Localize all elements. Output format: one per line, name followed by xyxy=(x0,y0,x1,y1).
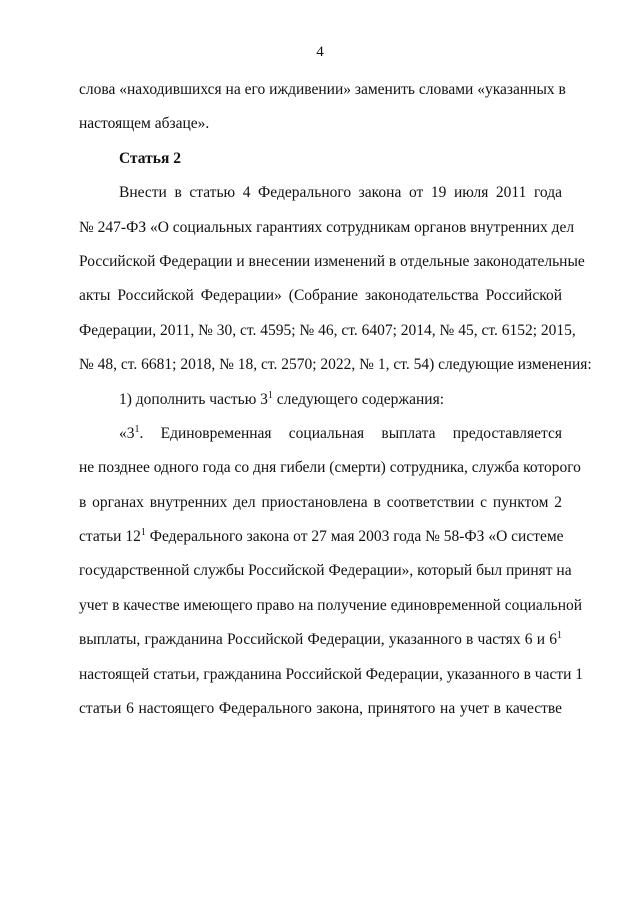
text-line-main: выплаты, гражданина Российской Федерации, указанного в частях 6 и 6 xyxy=(79,631,557,649)
page-number: 4 xyxy=(316,44,324,60)
text-line-main: Федерации, 2011, № 30, ст. 4595; № 46, ст. 6407; 2014, № 45, ст. 6152; 2015, xyxy=(79,321,576,339)
text-line-main: № 247-ФЗ «О социальных гарантиях сотрудникам органов внутренних дел xyxy=(79,218,575,236)
text-line-main: настоящей статьи, гражданина Российской Федерации, указанного в части 1 xyxy=(79,665,584,683)
text-line xyxy=(79,218,575,252)
text-line-main: в органах внутренних дел приостановлена в соответствии с пунктом 2 xyxy=(79,493,562,511)
text-line xyxy=(79,424,562,458)
text-line xyxy=(79,596,583,630)
text-line-rest: . Единовременная социальная выплата предоставляется xyxy=(139,424,562,442)
text-line-main: «3 xyxy=(119,424,135,442)
article-heading xyxy=(79,149,562,183)
text-line-rest: следующего содержания: xyxy=(272,390,445,408)
text-line xyxy=(79,183,562,217)
text-line-main: Статья 2 xyxy=(119,149,181,167)
text-line xyxy=(79,252,585,286)
text-line xyxy=(79,390,562,424)
text-line xyxy=(79,355,592,389)
text-line xyxy=(79,458,581,492)
text-line-main: статьи 12 xyxy=(79,528,141,546)
text-line xyxy=(79,699,562,733)
superscript: 1 xyxy=(267,389,273,401)
superscript: 1 xyxy=(140,527,146,539)
text-line-main: № 48, ст. 6681; 2018, № 18, ст. 2570; 2022, № 1, ст. 54) следующие изменения: xyxy=(79,356,592,374)
text-line-main: акты Российской Федерации» (Собрание законодательства Российской xyxy=(79,287,562,305)
text-line xyxy=(79,114,562,148)
text-line-main: слова «находившихся на его иждивении» заменить словами «указанных в xyxy=(79,81,566,98)
text-line-main: учет в качестве имеющего право на получение единовременной социальной xyxy=(79,596,583,614)
text-line xyxy=(79,493,562,527)
text-line xyxy=(79,527,562,561)
document-body xyxy=(79,80,592,733)
text-line-main: настоящем абзаце». xyxy=(79,115,210,133)
text-line-main: статьи 6 настоящего Федерального закона, принятого на учет в качестве xyxy=(79,700,562,718)
text-line xyxy=(79,561,572,595)
text-line-main: не позднее одного года со дня гибели (смерти) сотрудника, служба которого xyxy=(79,459,581,477)
text-line-rest: Федерального закона от 27 мая 2003 года № 58-ФЗ «О системе xyxy=(145,528,564,546)
text-line-main: Российской Федерации и внесении изменений в отдельные законодательные xyxy=(79,252,585,270)
text-line-main: государственной службы Российской Федерации», который был принят на xyxy=(79,562,572,580)
text-line xyxy=(79,286,562,320)
text-line-main: 1) дополнить частью 3 xyxy=(119,390,268,408)
text-line xyxy=(79,321,576,355)
text-line-main: Внести в статью 4 Федерального закона от 19 июля 2011 года xyxy=(119,184,562,202)
text-line xyxy=(79,665,584,699)
superscript: 1 xyxy=(557,630,562,642)
text-line xyxy=(79,630,562,664)
superscript: 1 xyxy=(134,423,140,435)
text-line xyxy=(79,80,566,114)
